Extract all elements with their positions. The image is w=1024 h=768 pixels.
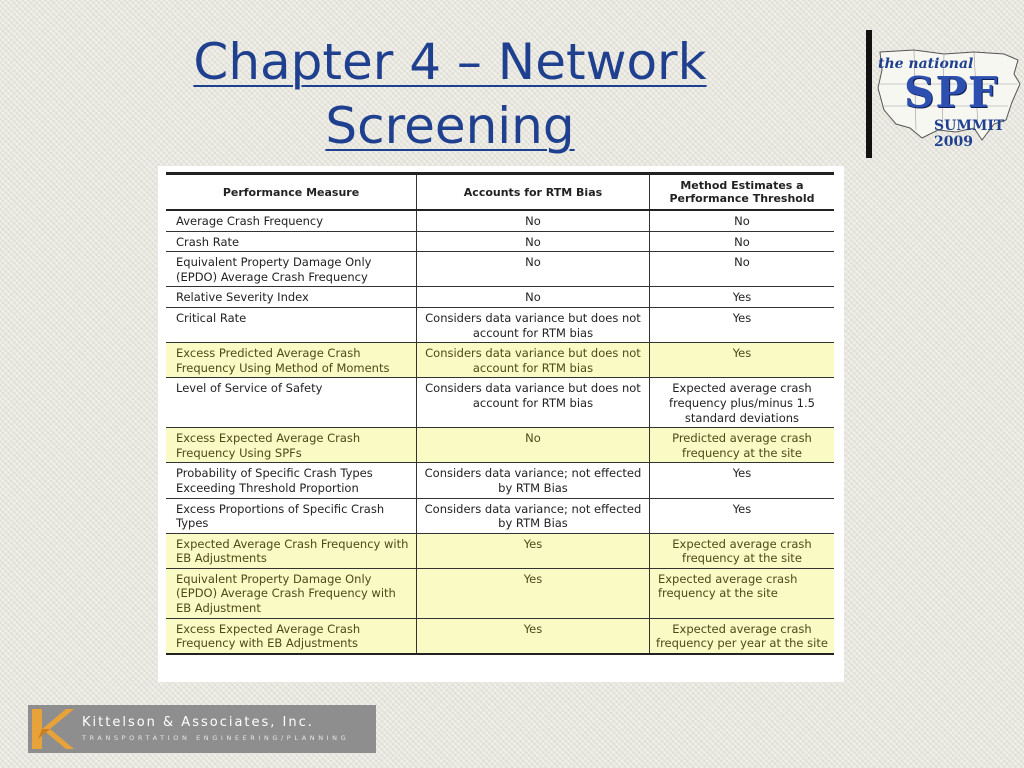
cell-threshold: Expected average crash frequency per year at the site (649, 618, 834, 654)
cell-rtm: Considers data variance but does not account for RTM bias (417, 378, 650, 428)
cell-measure: Relative Severity Index (166, 287, 417, 308)
kittelson-k-icon (28, 705, 76, 753)
logo-text-summit: SUMMIT 2009 (934, 118, 1005, 150)
logo-text-spf: SPF (904, 68, 999, 117)
header-rtm-bias: Accounts for RTM Bias (417, 174, 650, 211)
cell-rtm: Considers data variance but does not account for RTM bias (417, 343, 650, 378)
cell-threshold: No (649, 210, 834, 231)
cell-rtm: No (417, 252, 650, 287)
cell-threshold: Yes (649, 287, 834, 308)
table-row (166, 378, 834, 428)
cell-measure: Equivalent Property Damage Only (EPDO) Average Crash Frequency with EB Adjustment (166, 568, 417, 618)
table-row-highlighted (166, 343, 834, 378)
cell-threshold: Expected average crash frequency plus/minus 1.5 standard deviations (649, 378, 834, 428)
cell-measure: Level of Service of Safety (166, 378, 417, 428)
cell-measure: Average Crash Frequency (166, 210, 417, 231)
slide-title-line2: Screening (325, 97, 575, 155)
cell-threshold: Yes (649, 498, 834, 533)
header-performance-measure: Performance Measure (166, 174, 417, 211)
table-row (166, 307, 834, 342)
cell-measure: Crash Rate (166, 231, 417, 252)
table-row-highlighted (166, 428, 834, 463)
table-row (166, 252, 834, 287)
table-header-row (166, 174, 834, 211)
cell-threshold: Predicted average crash frequency at the site (649, 428, 834, 463)
spf-summit-logo (874, 44, 1022, 154)
cell-rtm: No (417, 231, 650, 252)
cell-measure: Excess Proportions of Specific Crash Types (166, 498, 417, 533)
table-row (166, 498, 834, 533)
cell-measure: Excess Expected Average Crash Frequency Using SPFs (166, 428, 417, 463)
cell-rtm: Yes (417, 533, 650, 568)
header-threshold: Method Estimates a Performance Threshold (649, 174, 834, 211)
cell-measure: Probability of Specific Crash Types Exceeding Threshold Proportion (166, 463, 417, 498)
cell-threshold: Yes (649, 463, 834, 498)
kittelson-footer-logo (28, 705, 376, 753)
cell-threshold: Yes (649, 343, 834, 378)
table-row-highlighted (166, 533, 834, 568)
cell-rtm: No (417, 428, 650, 463)
cell-rtm: Yes (417, 618, 650, 654)
cell-rtm: No (417, 210, 650, 231)
cell-rtm: No (417, 287, 650, 308)
cell-threshold: Expected average crash frequency at the site (649, 533, 834, 568)
table-row (166, 287, 834, 308)
cell-rtm: Considers data variance; not effected by RTM Bias (417, 498, 650, 533)
cell-measure: Excess Predicted Average Crash Frequency Using Method of Moments (166, 343, 417, 378)
table-row-highlighted (166, 618, 834, 654)
cell-rtm: Yes (417, 568, 650, 618)
cell-measure: Critical Rate (166, 307, 417, 342)
table-row (166, 231, 834, 252)
cell-measure: Equivalent Property Damage Only (EPDO) Average Crash Frequency (166, 252, 417, 287)
table-row (166, 463, 834, 498)
table-row-highlighted (166, 568, 834, 618)
performance-measures-table-panel (158, 166, 844, 682)
cell-threshold: Yes (649, 307, 834, 342)
slide-title-line1: Chapter 4 – Network (193, 33, 707, 91)
logo-divider (866, 30, 872, 158)
cell-rtm: Considers data variance but does not account for RTM bias (417, 307, 650, 342)
table-row (166, 210, 834, 231)
cell-threshold: No (649, 231, 834, 252)
company-name: Kittelson & Associates, Inc. (82, 715, 314, 730)
performance-measures-table (166, 172, 834, 655)
cell-measure: Expected Average Crash Frequency with EB Adjustments (166, 533, 417, 568)
slide-title (140, 30, 760, 158)
cell-measure: Excess Expected Average Crash Frequency with EB Adjustments (166, 618, 417, 654)
cell-rtm: Considers data variance; not effected by RTM Bias (417, 463, 650, 498)
cell-threshold: No (649, 252, 834, 287)
cell-threshold: Expected average crash frequency at the site (649, 568, 834, 618)
company-tagline: TRANSPORTATION ENGINEERING/PLANNING (82, 734, 350, 742)
logo-text-national: the national (878, 56, 974, 72)
